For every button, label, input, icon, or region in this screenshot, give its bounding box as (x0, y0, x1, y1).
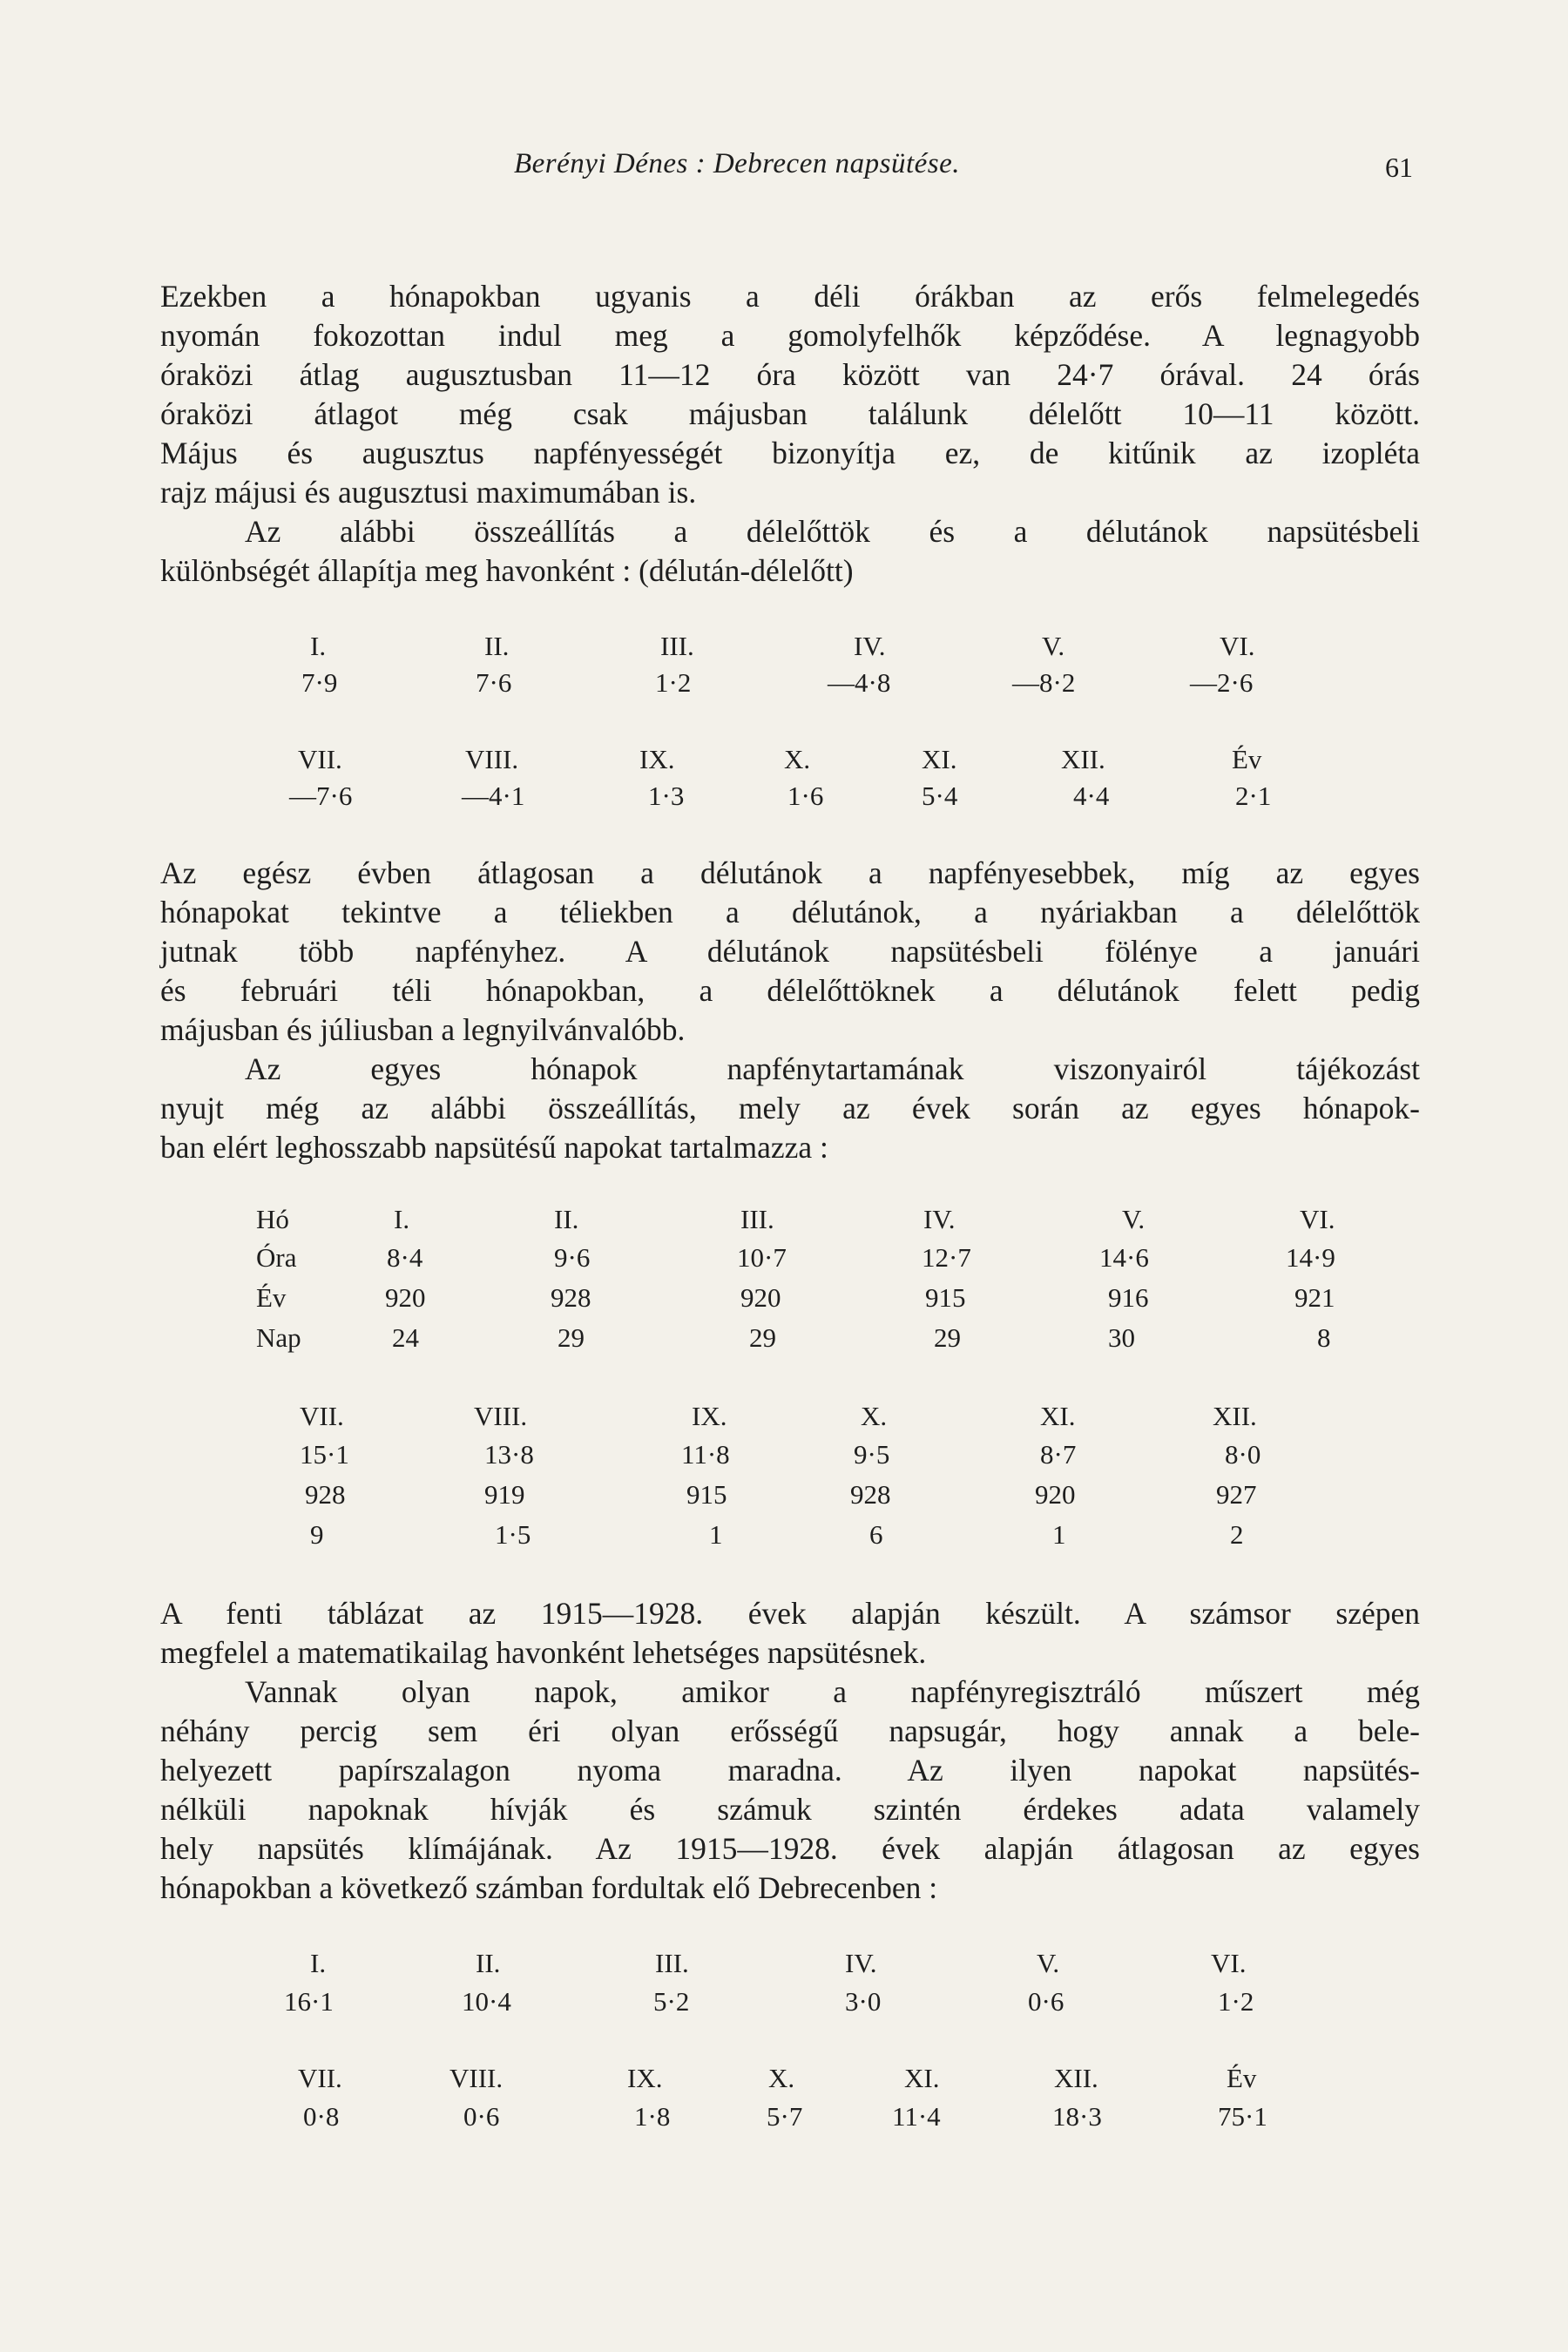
month-cell: VII. (300, 1401, 344, 1431)
value-cell: 921 (1294, 1282, 1335, 1313)
text-line: nyomán fokozottan indul meg a gomolyfelhők képződése. A legnagyobb (160, 318, 1420, 353)
value-cell: 928 (305, 1479, 346, 1510)
text-line: helyezett papírszalagon nyoma maradna. Az ilyen napokat napsütés- (160, 1753, 1420, 1788)
value-cell: 8 (1317, 1322, 1331, 1353)
month-cell: IV. (845, 1948, 877, 1978)
value-cell: 920 (740, 1282, 781, 1313)
month-cell: XII. (1213, 1401, 1257, 1431)
text-line: Az egész évben átlagosan a délutánok a napfényesebbek, míg az egyes (160, 855, 1420, 890)
text-line: és februári téli hónapokban, a délelőttöknek a délutánok felett pedig (160, 973, 1420, 1008)
value-cell: 928 (850, 1479, 891, 1510)
text-line: megfelel a matematikailag havonként lehetséges napsütésnek. (160, 1635, 927, 1670)
text-line: Május és augusztus napfényességét bizonyítja ez, de kitűnik az izopléta (160, 436, 1420, 470)
month-cell: IV. (923, 1204, 956, 1234)
value-cell: 916 (1108, 1282, 1149, 1313)
paragraph-1 (160, 277, 1420, 591)
value-cell: 920 (385, 1282, 426, 1313)
value-cell: —2·6 (1190, 667, 1254, 698)
value-cell: 0·6 (463, 2101, 500, 2132)
value-cell: 927 (1216, 1479, 1257, 1510)
value-cell: 16·1 (284, 1986, 334, 2017)
value-cell: 10·7 (737, 1242, 787, 1273)
value-cell: 1·3 (648, 781, 685, 811)
value-cell: 15·1 (300, 1439, 349, 1470)
month-cell: IX. (639, 744, 675, 774)
value-cell: 8·0 (1225, 1439, 1261, 1470)
month-cell: II. (554, 1204, 579, 1234)
value-cell: 928 (551, 1282, 591, 1313)
text-line: jutnak több napfényhez. A délutánok napsütésbeli fölénye a januári (160, 934, 1420, 969)
text-line: hely napsütés klímájának. Az 1915—1928. évek alapján átlagosan az egyes (160, 1831, 1420, 1866)
month-cell: VI. (1220, 631, 1255, 661)
value-cell: 29 (934, 1322, 961, 1353)
value-cell: 915 (686, 1479, 727, 1510)
value-cell: 7·9 (301, 667, 338, 698)
value-cell: 1·8 (634, 2101, 671, 2132)
month-cell: X. (768, 2063, 795, 2093)
text-line: Ezekben a hónapokban ugyanis a déli órákban az erős felmelegedés (160, 279, 1420, 314)
value-cell: 11·8 (681, 1439, 730, 1470)
text-line: A fenti táblázat az 1915—1928. évek alapján készült. A számsor szépen (160, 1596, 1420, 1631)
month-cell: XI. (904, 2063, 940, 2093)
row-label: Óra (256, 1242, 297, 1273)
value-cell: 4·4 (1073, 781, 1110, 811)
month-cell: X. (784, 744, 811, 774)
paragraph-3 (160, 854, 1420, 1167)
month-cell: XI. (922, 744, 957, 774)
month-cell: VII. (298, 2063, 342, 2093)
value-cell: 5·2 (653, 1986, 690, 2017)
value-cell: 2 (1230, 1519, 1244, 1550)
text-line: rajz májusi és augusztusi maximumában is. (160, 475, 697, 510)
month-cell: X. (861, 1401, 888, 1431)
text-line: óraközi átlagot még csak májusban találunk délelőtt 10—11 között. (160, 396, 1420, 431)
text-line: hónapokat tekintve a téliekben a délutánok, a nyáriakban a délelőttök (160, 895, 1420, 929)
running-title: Berényi Dénes : Debrecen napsütése. (514, 148, 961, 179)
value-cell: 2·1 (1235, 781, 1272, 811)
text-line: különbségét állapítja meg havonként : (délután-délelőtt) (160, 553, 854, 588)
value-cell: 0·8 (303, 2101, 340, 2132)
value-cell: 14·6 (1099, 1242, 1149, 1273)
text-line: májusban és júliusban a legnyilvánvalóbb. (160, 1012, 686, 1047)
value-cell: 14·9 (1286, 1242, 1335, 1273)
month-cell: IV. (854, 631, 886, 661)
value-cell: 1 (709, 1519, 723, 1550)
value-cell: 24 (392, 1322, 419, 1353)
month-cell: VI. (1211, 1948, 1247, 1978)
month-cell: IX. (692, 1401, 727, 1431)
value-cell: 1·2 (1218, 1986, 1254, 2017)
month-cell: V. (1122, 1204, 1146, 1234)
value-cell: 7·6 (476, 667, 512, 698)
value-cell: 8·7 (1040, 1439, 1077, 1470)
text-line: óraközi átlag augusztusban 11—12 óra között van 24·7 órával. 24 órás (160, 357, 1420, 392)
month-cell: II. (476, 1948, 501, 1978)
value-cell: 5·4 (922, 781, 958, 811)
paragraph-5 (160, 1594, 1420, 1908)
value-cell: 8·4 (387, 1242, 423, 1273)
value-cell: 5·7 (767, 2101, 803, 2132)
value-cell: 75·1 (1218, 2101, 1267, 2132)
value-cell: 6 (869, 1519, 883, 1550)
text-line: nélküli napoknak hívják és számuk szintén érdekes adata valamely (160, 1792, 1420, 1827)
month-cell: IX. (627, 2063, 663, 2093)
value-cell: 11·4 (892, 2101, 941, 2132)
value-cell: —4·8 (828, 667, 891, 698)
month-cell: I. (394, 1204, 410, 1234)
value-cell: 1·2 (655, 667, 692, 698)
value-cell: 30 (1108, 1322, 1135, 1353)
row-label: Nap (256, 1322, 301, 1353)
value-cell: —4·1 (462, 781, 525, 811)
value-cell: 1·6 (787, 781, 824, 811)
value-cell: 9 (310, 1519, 324, 1550)
value-cell: 920 (1035, 1479, 1076, 1510)
text-line: hónapokban a következő számban fordultak elő Debrecenben : (160, 1870, 938, 1905)
value-cell: 29 (558, 1322, 585, 1353)
text-line: Vannak olyan napok, amikor a napfényregisztráló műszert még (245, 1674, 1420, 1709)
month-cell: XII. (1061, 744, 1105, 774)
text-line: néhány percig sem éri olyan erősségű napsugár, hogy annak a bele- (160, 1713, 1420, 1748)
value-cell: 18·3 (1052, 2101, 1102, 2132)
month-cell: II. (484, 631, 510, 661)
value-cell: 13·8 (484, 1439, 534, 1470)
month-cell: III. (740, 1204, 774, 1234)
row-label: Hó (256, 1204, 289, 1234)
value-cell: 919 (484, 1479, 525, 1510)
value-cell: 1·5 (495, 1519, 531, 1550)
month-cell: I. (310, 1948, 327, 1978)
text-line: nyujt még az alábbi összeállítás, mely az évek során az egyes hónapok- (160, 1091, 1420, 1125)
month-cell: VII. (298, 744, 342, 774)
row-label: Év (256, 1282, 287, 1313)
month-cell: VIII. (474, 1401, 528, 1431)
value-cell: 1 (1052, 1519, 1066, 1550)
month-cell: VI. (1300, 1204, 1335, 1234)
month-cell: Év (1232, 744, 1262, 774)
value-cell: —7·6 (289, 781, 353, 811)
value-cell: —8·2 (1012, 667, 1076, 698)
month-cell: Év (1227, 2063, 1257, 2093)
text-line: Az alábbi összeállítás a délelőttök és a délutánok napsütésbeli (245, 514, 1420, 549)
page-number: 61 (1385, 152, 1413, 183)
value-cell: 9·5 (854, 1439, 890, 1470)
month-cell: XI. (1040, 1401, 1076, 1431)
month-cell: V. (1037, 1948, 1060, 1978)
month-cell: VIII. (449, 2063, 504, 2093)
month-cell: XII. (1054, 2063, 1098, 2093)
month-cell: III. (655, 1948, 689, 1978)
text-line: ban elért leghosszabb napsütésű napokat tartalmazza : (160, 1130, 828, 1165)
value-cell: 0·6 (1028, 1986, 1064, 2017)
value-cell: 9·6 (554, 1242, 591, 1273)
text-line: Az egyes hónapok napfénytartamának viszonyairól tájékozást (245, 1051, 1420, 1086)
value-cell: 12·7 (922, 1242, 971, 1273)
month-cell: VIII. (465, 744, 519, 774)
value-cell: 10·4 (462, 1986, 511, 2017)
value-cell: 3·0 (845, 1986, 882, 2017)
month-cell: III. (660, 631, 694, 661)
value-cell: 915 (925, 1282, 966, 1313)
month-cell: V. (1042, 631, 1065, 661)
running-head (0, 138, 1568, 190)
value-cell: 29 (749, 1322, 776, 1353)
month-cell: I. (310, 631, 327, 661)
